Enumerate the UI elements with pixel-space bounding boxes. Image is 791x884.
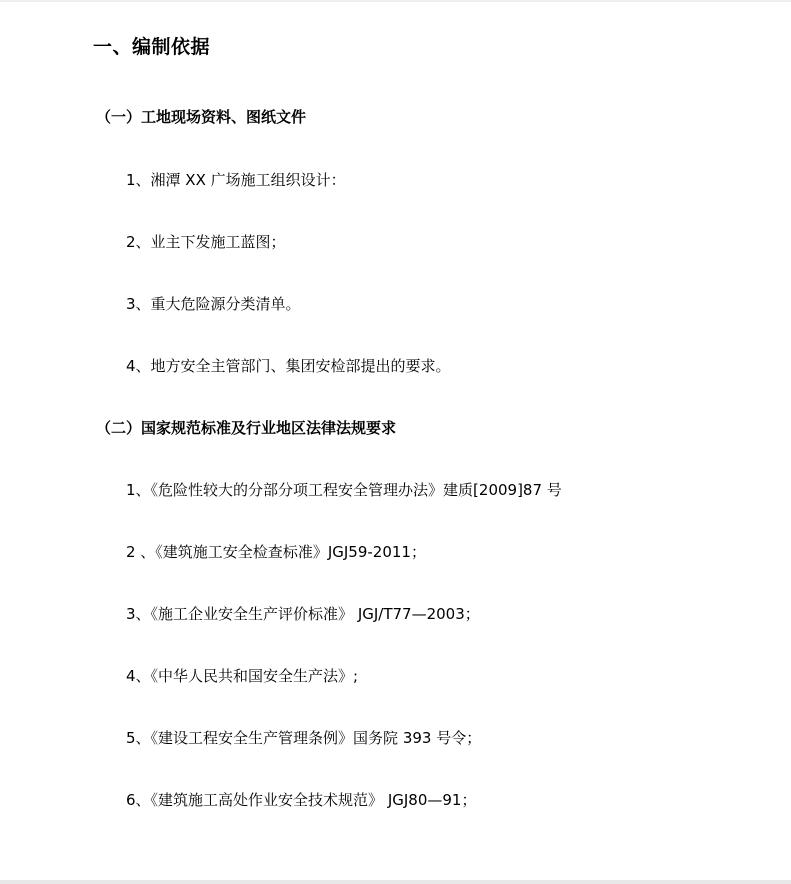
section-2-title: （二）国家规范标准及行业地区法律法规要求 — [96, 419, 397, 437]
section-2-item-6: 6、《建筑施工高处作业安全技术规范》 JGJ80—91； — [126, 791, 477, 809]
top-divider — [0, 0, 791, 2]
section-1-title: （一）工地现场资料、图纸文件 — [96, 108, 307, 126]
section-2-item-5: 5、《建设工程安全生产管理条例》国务院 393 号令； — [126, 729, 482, 747]
section-2-item-4: 4、《中华人民共和国安全生产法》; — [126, 667, 359, 685]
main-heading: 一、编制依据 — [93, 36, 211, 58]
bottom-divider — [0, 880, 791, 884]
section-2-item-3: 3、《施工企业安全生产评价标准》 JGJ/T77—2003； — [126, 605, 480, 623]
section-2-item-2: 2 、《建筑施工安全检查标准》JGJ59-2011； — [126, 543, 426, 561]
section-1-item-3: 3、重大危险源分类清单。 — [126, 295, 301, 313]
section-1-item-2: 2、业主下发施工蓝图； — [126, 233, 286, 251]
section-2-item-1: 1、《危险性较大的分部分项工程安全管理办法》建质[2009]87 号 — [126, 481, 562, 499]
section-1-item-1: 1、湘潭 XX 广场施工组织设计： — [126, 171, 346, 189]
section-1-item-4: 4、地方安全主管部门、集团安检部提出的要求。 — [126, 357, 451, 375]
